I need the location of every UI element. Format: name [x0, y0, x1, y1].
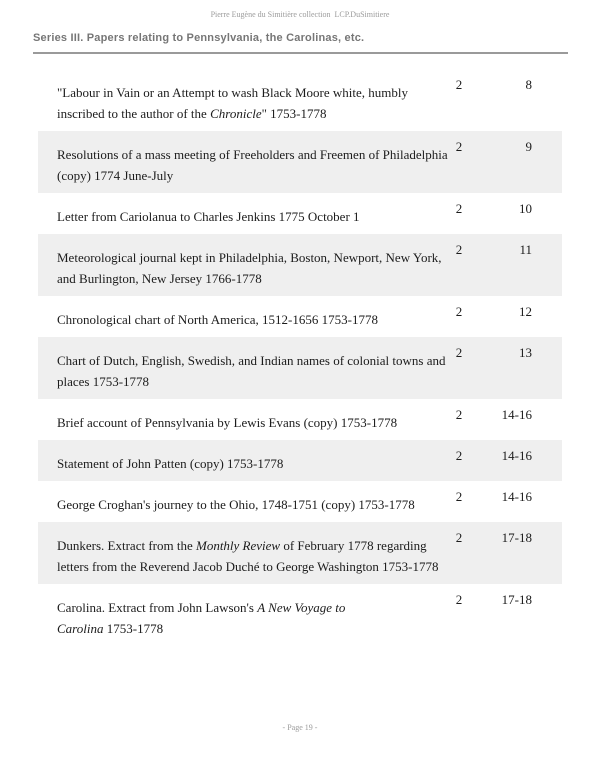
folder-number-cell: 17-18	[501, 592, 532, 607]
folder-number-cell: 17-18	[501, 530, 532, 545]
table-row	[38, 234, 562, 296]
description-line: Brief account of Pennsylvania by Lewis Evans (copy) 1753-1778	[57, 415, 398, 430]
table-row	[38, 131, 562, 193]
folder-number-cell: 14-16	[501, 489, 532, 504]
description-line: Chronological chart of North America, 1512-1656 1753-1778	[57, 312, 378, 327]
description-line: (copy) 1774 June-July	[57, 168, 174, 183]
description-line: Chart of Dutch, English, Swedish, and Indian names of colonial towns and	[57, 353, 446, 368]
item-description	[38, 584, 448, 646]
item-description	[38, 440, 448, 481]
item-description	[38, 193, 448, 234]
folder-number-cell: 13	[519, 345, 532, 360]
box-number-cell: 2	[455, 139, 463, 154]
item-description	[38, 234, 448, 296]
table-row	[38, 69, 562, 131]
table-row	[38, 296, 562, 337]
box-number-cell: 2	[455, 489, 463, 504]
box-number-cell: 2	[455, 345, 463, 360]
box-number-cell: 2	[455, 77, 463, 92]
container-listing-table	[38, 69, 562, 646]
table-row	[38, 522, 562, 584]
series-header-block	[33, 28, 568, 54]
folder-number-cell: 9	[525, 139, 532, 154]
folder-number-cell: 10	[519, 201, 532, 216]
description-line: and Burlington, New Jersey 1766-1778	[57, 271, 262, 286]
description-line: Statement of John Patten (copy) 1753-1778	[57, 456, 284, 471]
item-description	[38, 399, 448, 440]
collection-header: Pierre Eugène du Simitière collection LCP.DuSimitiere	[210, 10, 390, 19]
box-number-cell: 2	[455, 407, 463, 422]
item-description	[38, 522, 448, 584]
folder-number-cell: 8	[525, 77, 532, 92]
table-row	[38, 584, 562, 646]
description-line: Meteorological journal kept in Philadelphia, Boston, Newport, New York,	[57, 250, 442, 265]
description-line: George Croghan's journey to the Ohio, 1748-1751 (copy) 1753-1778	[57, 497, 415, 512]
folder-number-cell: 12	[519, 304, 532, 319]
description-line: Carolina 1753-1778	[57, 621, 164, 636]
description-line: Resolutions of a mass meeting of Freeholders and Freemen of Philadelphia	[57, 147, 448, 162]
box-number-cell: 2	[455, 242, 463, 257]
box-number-cell: 2	[455, 201, 463, 216]
item-description	[38, 296, 448, 337]
item-description	[38, 69, 448, 131]
table-row	[38, 481, 562, 522]
description-line: inscribed to the author of the Chronicle" 1753-1778	[57, 106, 327, 121]
series-title: Series III. Papers relating to Pennsylvania, the Carolinas, etc.	[33, 32, 365, 44]
table-row	[38, 399, 562, 440]
table-row	[38, 193, 562, 234]
box-number-cell: 2	[455, 448, 463, 463]
description-line: "Labour in Vain or an Attempt to wash Black Moore white, humbly	[57, 85, 408, 100]
folder-number-cell: 14-16	[501, 448, 532, 463]
description-line: Dunkers. Extract from the Monthly Review of February 1778 regarding	[57, 538, 427, 553]
page-number-footer: - Page 19 -	[282, 723, 318, 732]
item-description	[38, 337, 448, 399]
description-line: places 1753-1778	[57, 374, 150, 389]
item-description	[38, 131, 448, 193]
folder-number-cell: 14-16	[501, 407, 532, 422]
box-number-cell: 2	[455, 592, 463, 607]
description-line: Letter from Cariolanua to Charles Jenkins 1775 October 1	[57, 209, 360, 224]
description-line: Carolina. Extract from John Lawson's A New Voyage to	[57, 600, 346, 615]
folder-number-cell: 11	[519, 242, 532, 257]
table-row	[38, 440, 562, 481]
box-number-cell: 2	[455, 304, 463, 319]
description-line: letters from the Reverend Jacob Duché to George Washington 1753-1778	[57, 559, 439, 574]
box-number-cell: 2	[455, 530, 463, 545]
table-row	[38, 337, 562, 399]
item-description	[38, 481, 448, 522]
